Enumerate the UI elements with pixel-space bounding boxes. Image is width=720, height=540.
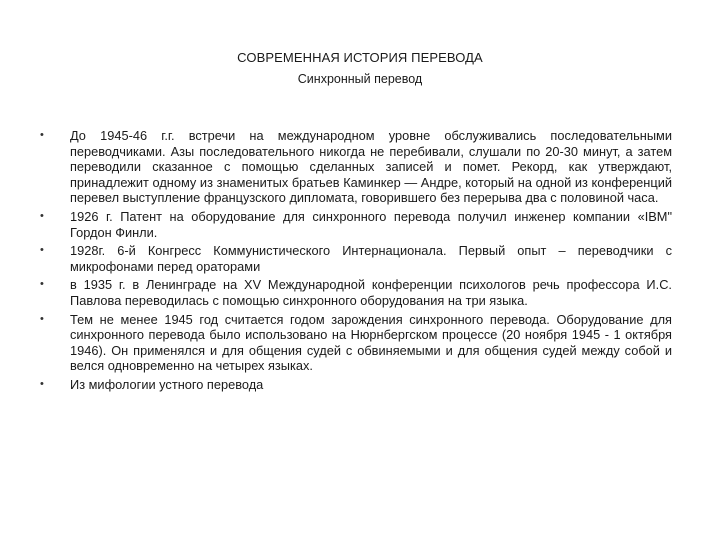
bullet-text: 1926 г. Патент на оборудование для синхронного перевода получил инженер компании «IBM" Гордон Финли. — [70, 208, 672, 240]
bullet-text: в 1935 г. в Ленинграде на XV Международной конференции психологов речь профессора И.С. Павлова переводилась с помощью синхронного оборудования на три языка. — [70, 277, 672, 308]
bullet-text: 1928г. 6-й Конгресс Коммунистического Интернационала. Первый опыт – переводчики с микрофонами перед ораторами — [70, 243, 672, 274]
slide-title: СОВРЕМЕННАЯ ИСТОРИЯ ПЕРЕВОДА — [237, 50, 483, 65]
bullet-icon: • — [40, 312, 44, 325]
bullet-item — [40, 128, 672, 206]
bullet-icon: • — [40, 244, 44, 257]
bullet-text: До 1945-46 г.г. встречи на международном уровне обслуживались последовательными переводчиками. Азы последовательного никогда не перебивали, слушали по 20-30 минут, а затем переводили сказанное с помощью сделанных записей и помет. Рекорд, как утверждают, принадлежит одному из знаменитых братьев Каминкер — Андре, который на одной из конференций перевел выступление французского дипломата, говорившего без перерыва два с половиной часа. — [70, 128, 672, 206]
bullet-icon: • — [40, 278, 44, 291]
bullet-list — [40, 128, 672, 396]
bullet-icon: • — [40, 377, 44, 390]
slide-subtitle: Синхронный перевод — [297, 72, 423, 86]
bullet-text: Тем не менее 1945 год считается годом зарождения синхронного перевода. Оборудование для синхронного перевода было использовано на Нюрнбергском процессе (20 ноября 1945 - 1 октября 1946). Он применялся и для общения судей с обвиняемыми и для общения судей между собой и велся одновременно на четырех языках. — [70, 311, 672, 374]
bullet-item — [40, 377, 672, 393]
bullet-item — [40, 209, 672, 240]
bullet-text: Из мифологии устного перевода — [70, 376, 264, 392]
bullet-item — [40, 277, 672, 308]
bullet-icon: • — [40, 209, 44, 222]
bullet-item — [40, 243, 672, 274]
bullet-icon: • — [40, 129, 44, 141]
bullet-item — [40, 312, 672, 374]
